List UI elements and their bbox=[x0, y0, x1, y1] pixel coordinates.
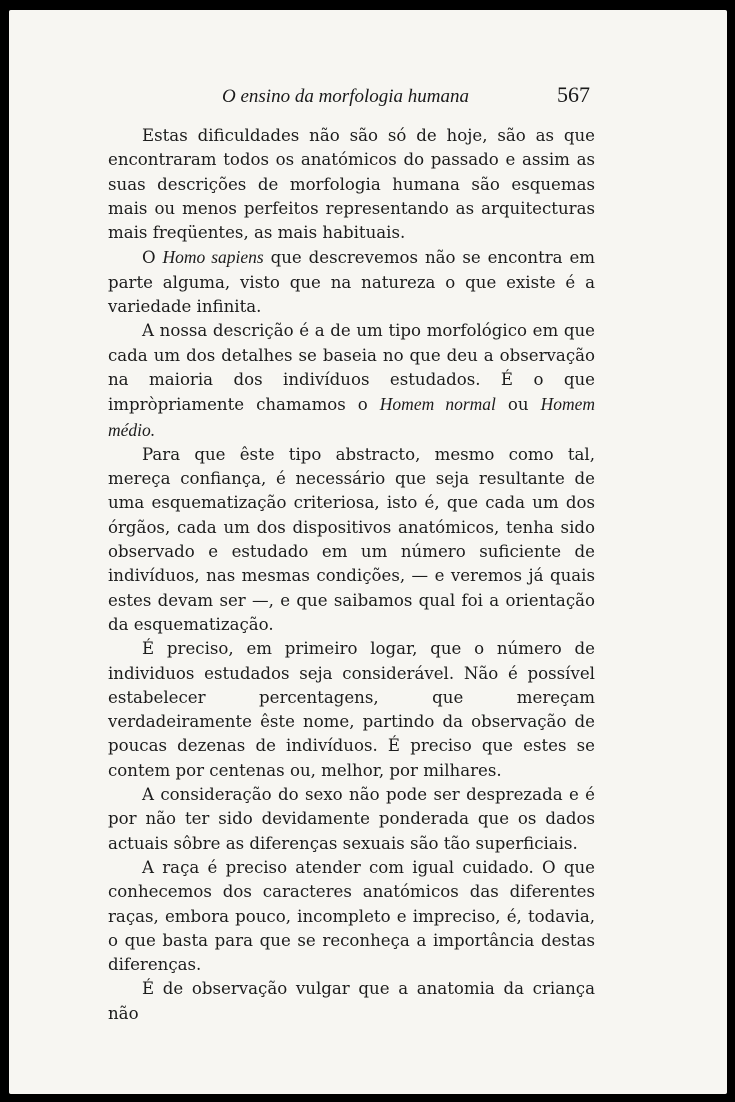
text-segment: A raça é preciso atender com igual cuidado. O que conhecemos dos caracteres anatómicos das diferentes raças, embora pouco, incompleto e impreciso, é, todavia, o que basta para que se reconheça a importância destas diferenças. bbox=[108, 857, 595, 975]
paragraph bbox=[108, 783, 595, 856]
text-segment: Para que êste tipo abstracto, mesmo como tal, mereça confiança, é necessário que seja resultante de uma esquematização criteriosa, isto é, que cada um dos órgãos, cada um dos dispositivos anatómicos, tenha sido observado e estudado em um número suficiente de indivíduos, nas mesmas condições, — e veremos já quais estes devam ser —, e que saibamos qual foi a orientação da esquematização. bbox=[108, 444, 595, 634]
paragraph bbox=[108, 443, 595, 637]
text-segment: que descrevemos não se encontra em parte alguma, visto que na natureza o que existe é a variedade infinita. bbox=[108, 248, 595, 317]
book-page bbox=[9, 10, 727, 1094]
running-title: O ensino da morfologia humana bbox=[222, 86, 469, 107]
italic-term: Homem médio. bbox=[108, 394, 595, 440]
paragraph bbox=[108, 319, 595, 442]
paragraph bbox=[108, 124, 595, 245]
page-number: 567 bbox=[557, 82, 590, 107]
text-segment: Estas dificuldades não são só de hoje, são as que encontraram todos os anatómicos do passado e assim as suas descrições de morfologia humana são esquemas mais ou menos perfeitos representando as arquitecturas mais freqüentes, as mais habituais. bbox=[108, 126, 595, 243]
italic-term: Homem normal bbox=[379, 394, 496, 415]
text-segment: A consideração do sexo não pode ser desprezada e é por não ter sido devidamente ponderada que os dados actuais sôbre as diferenças sexuais são tão superficiais. bbox=[108, 785, 595, 853]
paragraph bbox=[108, 977, 595, 1026]
text-segment: O bbox=[142, 248, 163, 268]
paragraph bbox=[108, 637, 595, 783]
text-segment: ou bbox=[495, 395, 541, 415]
paragraph bbox=[108, 245, 595, 319]
page-header bbox=[9, 82, 727, 112]
text-segment: A nossa descrição é a de um tipo morfológico em que cada um dos detalhes se baseia no que deu a observação na maioria dos indivíduos estudados. É o que impròpriamente chamamos o bbox=[108, 321, 595, 415]
text-segment: É de observação vulgar que a anatomia da criança não bbox=[108, 979, 595, 1023]
paragraph bbox=[108, 856, 595, 977]
italic-term: Homo sapiens bbox=[162, 247, 264, 268]
body-text bbox=[108, 124, 595, 1026]
text-segment: É preciso, em primeiro logar, que o número de individuos estudados seja considerável. Não é possível estabelecer percentagens, que mereçam verdadeiramente êste nome, partindo da observação de poucas dezenas de indivíduos. É preciso que estes se contem por centenas ou, melhor, por milhares. bbox=[108, 639, 595, 780]
